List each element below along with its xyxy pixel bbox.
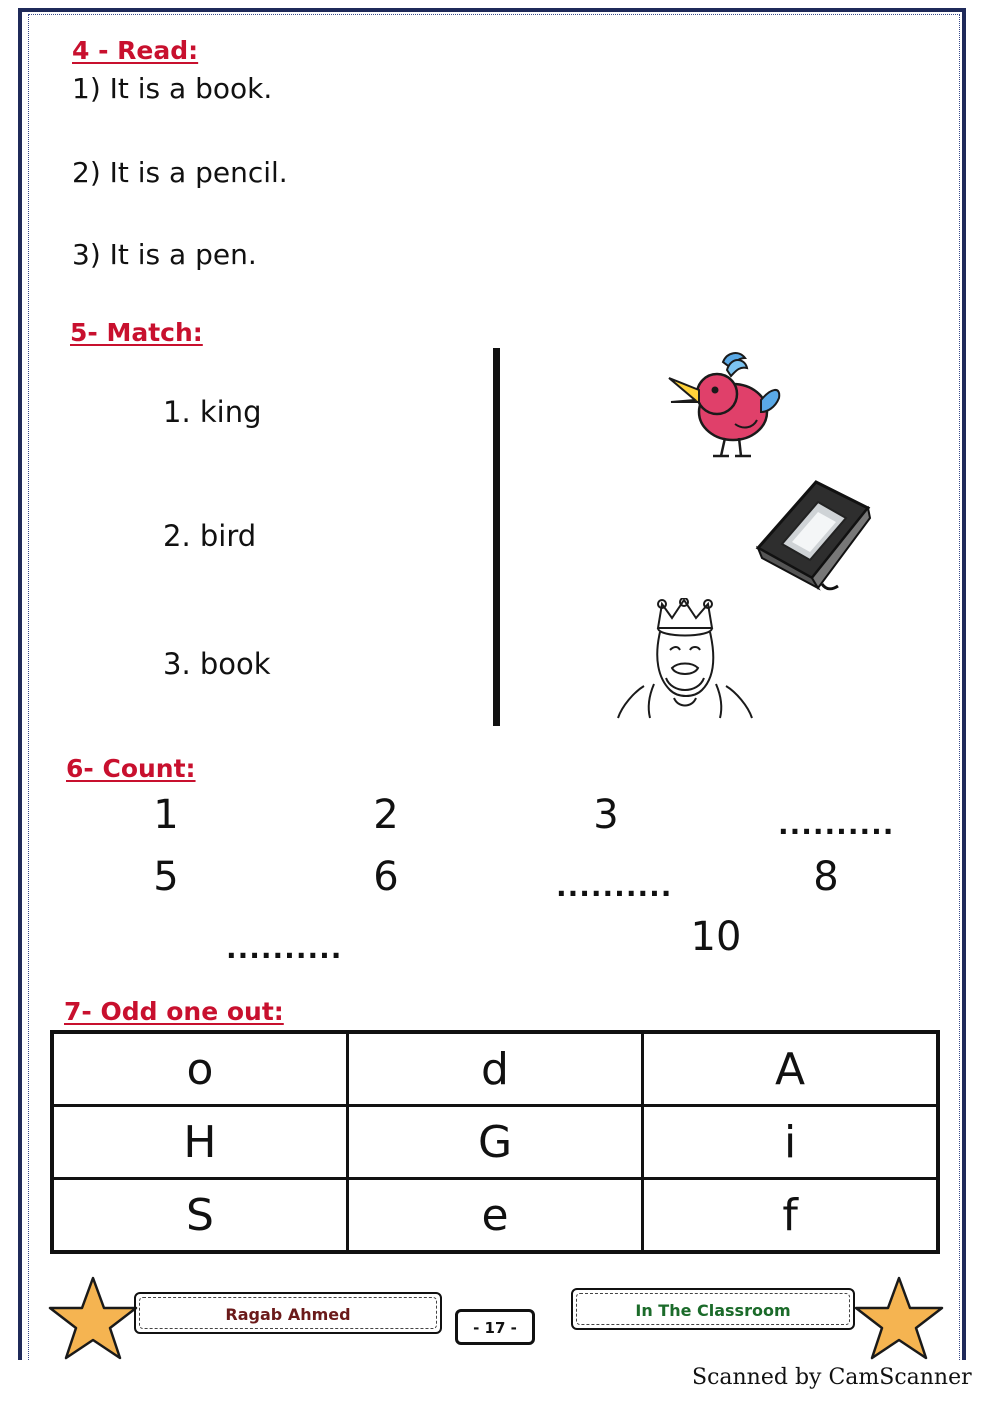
count-heading: 6- Count: bbox=[66, 754, 196, 783]
table-cell: e bbox=[347, 1179, 642, 1253]
read-heading: 4 - Read: bbox=[72, 36, 199, 65]
table-cell: S bbox=[52, 1179, 347, 1253]
read-line-3: 3) It is a pen. bbox=[72, 238, 257, 271]
count-blank-9: .......... bbox=[226, 932, 343, 965]
scanner-watermark: Scanned by CamScanner bbox=[692, 1365, 972, 1390]
match-word-book: 3. book bbox=[163, 647, 271, 681]
read-line-1: 1) It is a book. bbox=[72, 72, 273, 105]
table-cell: H bbox=[52, 1106, 347, 1179]
count-item-1: 1 bbox=[153, 792, 179, 838]
count-item-10: 10 bbox=[690, 914, 742, 960]
page-number-box bbox=[455, 1309, 535, 1345]
table-row bbox=[52, 1106, 938, 1179]
book-icon bbox=[752, 478, 872, 596]
count-item-6: 6 bbox=[373, 854, 399, 900]
match-heading: 5- Match: bbox=[70, 318, 203, 347]
table-cell: A bbox=[643, 1032, 938, 1106]
count-item-3: 3 bbox=[593, 792, 619, 838]
table-cell: o bbox=[52, 1032, 347, 1106]
page-number: - 17 - bbox=[473, 1319, 517, 1337]
table-cell: i bbox=[643, 1106, 938, 1179]
match-word-bird: 2. bird bbox=[163, 519, 257, 553]
unit-title: In The Classroom bbox=[635, 1301, 791, 1320]
match-divider bbox=[493, 348, 500, 726]
star-icon bbox=[48, 1276, 138, 1360]
match-word-king: 1. king bbox=[163, 395, 262, 429]
odd-one-out-table bbox=[50, 1030, 940, 1254]
table-cell: d bbox=[347, 1032, 642, 1106]
bird-icon bbox=[665, 350, 785, 462]
count-item-5: 5 bbox=[153, 854, 179, 900]
unit-box bbox=[571, 1288, 855, 1330]
count-item-2: 2 bbox=[373, 792, 399, 838]
table-row bbox=[52, 1179, 938, 1253]
table-cell: f bbox=[643, 1179, 938, 1253]
count-blank-4: .......... bbox=[778, 808, 895, 841]
table-row bbox=[52, 1032, 938, 1106]
table-cell: G bbox=[347, 1106, 642, 1179]
read-line-2: 2) It is a pencil. bbox=[72, 156, 288, 189]
count-blank-7: .......... bbox=[556, 870, 673, 903]
author-box bbox=[134, 1292, 442, 1334]
star-icon bbox=[854, 1276, 944, 1360]
king-icon bbox=[614, 598, 756, 720]
odd-one-out-heading: 7- Odd one out: bbox=[64, 997, 284, 1026]
count-item-8: 8 bbox=[813, 854, 839, 900]
author-name: Ragab Ahmed bbox=[225, 1305, 351, 1324]
